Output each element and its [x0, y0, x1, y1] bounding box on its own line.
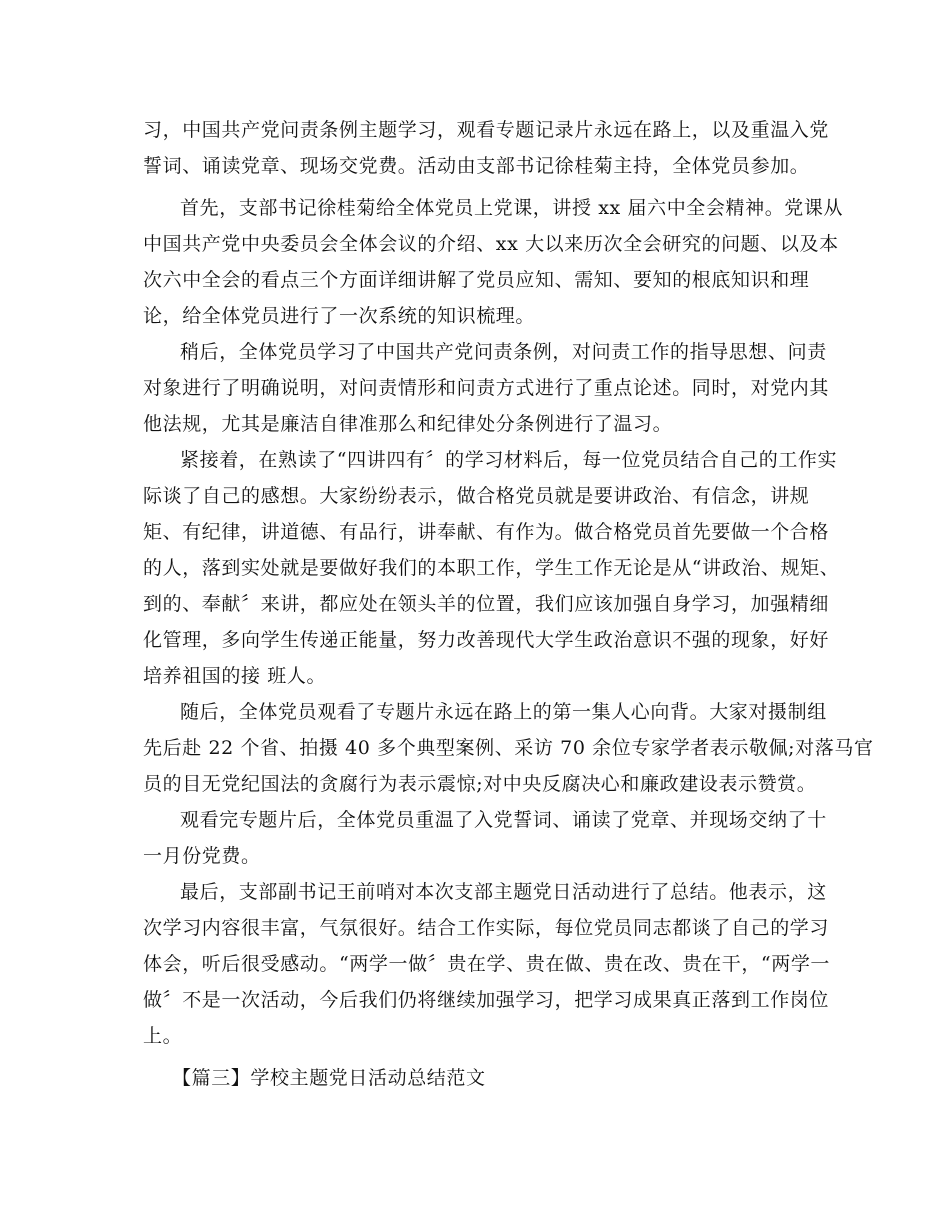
- text-line: 到的、奉献〞来讲，都应处在领头羊的位置，我们应该加强自身学习，加强精细: [143, 593, 830, 615]
- section-heading: 【篇三】学校主题党日活动总结范文: [172, 1067, 486, 1089]
- text-line: 习，中国共产党问责条例主题学习，观看专题记录片永远在路上，以及重温入党: [143, 119, 830, 141]
- text-line: 员的目无党纪国法的贪腐行为表示震惊;对中央反腐决心和廉政建设表示赞赏。: [143, 773, 817, 795]
- text-line: 培养祖国的接 班人。: [143, 665, 327, 687]
- text-line: 誓词、诵读党章、现场交党费。活动由支部书记徐桂菊主持，全体党员参加。: [143, 155, 810, 177]
- text-line: 矩、有纪律，讲道德、有品行，讲奉献、有作为。做合格党员首先要做一个合格: [143, 521, 830, 543]
- paragraph-start: 首先，支部书记徐桂菊给全体党员上党课，讲授 xx 届六中全会精神。党课从: [180, 197, 844, 219]
- text-line: 中国共产党中央委员会全体会议的介绍、xx 大以来历次全会研究的问题、以及本: [143, 233, 839, 255]
- text-line: 次学习内容很丰富，气氛很好。结合工作实际，每位党员同志都谈了自己的学习: [143, 917, 830, 939]
- text-line: 体会，听后很受感动。“两学一做〞贵在学、贵在做、贵在改、贵在干，“两学一: [143, 953, 831, 975]
- text-line: 的人，落到实处就是要做好我们的本职工作，学生工作无论是从“讲政治、规矩、: [143, 557, 840, 579]
- paragraph-start: 随后，全体党员观看了专题片永远在路上的第一集人心向背。大家对摄制组: [180, 701, 827, 723]
- paragraph-start: 稍后，全体党员学习了中国共产党问责条例，对问责工作的指导思想、问责: [180, 341, 827, 363]
- text-line: 一月份党费。: [143, 845, 261, 867]
- paragraph-start: 观看完专题片后，全体党员重温了入党誓词、诵读了党章、并现场交纳了十: [180, 809, 827, 831]
- text-line: 际谈了自己的感想。大家纷纷表示，做合格党员就是要讲政治、有信念，讲规: [143, 485, 810, 507]
- text-line: 论，给全体党员进行了一次系统的知识梳理。: [143, 305, 536, 327]
- text-line: 先后赴 22 个省、拍摄 40 多个典型案例、采访 70 余位专家学者表示敬佩;对落马官: [143, 737, 874, 759]
- text-line: 化管理，多向学生传递正能量，努力改善现代大学生政治意识不强的现象，好好: [143, 629, 830, 651]
- paragraph-start: 最后，支部副书记王前哨对本次支部主题党日活动进行了总结。他表示，这: [180, 881, 827, 903]
- text-line: 上。: [143, 1025, 183, 1047]
- text-line: 他法规，尤其是廉洁自律准那么和纪律处分条例进行了温习。: [143, 413, 673, 435]
- text-line: 做〞不是一次活动，今后我们仍将继续加强学习，把学习成果真正落到工作岗位: [143, 989, 830, 1011]
- text-line: 次六中全会的看点三个方面详细讲解了党员应知、需知、要知的根底知识和理: [143, 269, 810, 291]
- text-line: 对象进行了明确说明，对问责情形和问责方式进行了重点论述。同时，对党内其: [143, 377, 830, 399]
- paragraph-start: 紧接着，在熟读了“四讲四有〞的学习材料后，每一位党员结合自己的工作实: [180, 449, 838, 471]
